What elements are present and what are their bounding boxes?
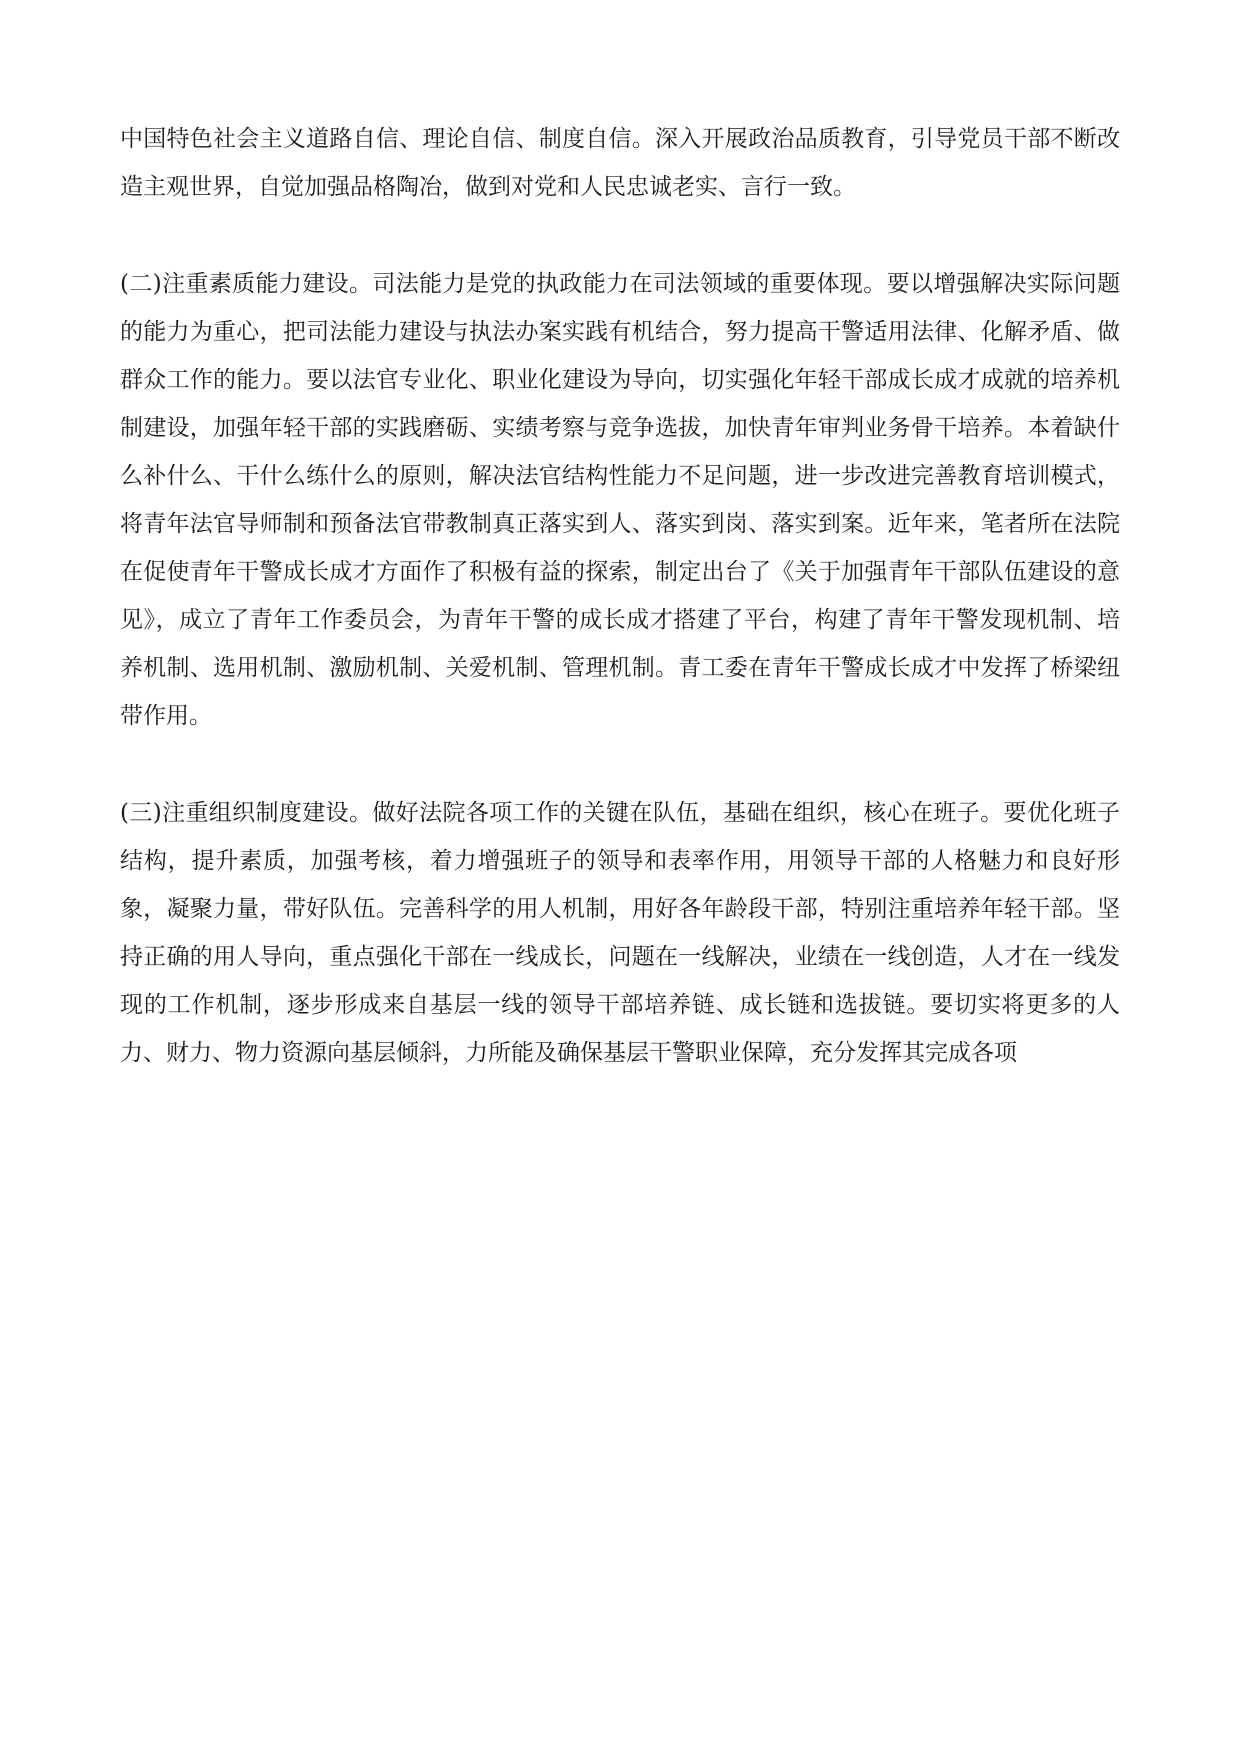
paragraph-capability-building: (二)注重素质能力建设。司法能力是党的执政能力在司法领域的重要体现。要以增强解决实际问题的能力为重心，把司法能力建设与执法办案实践有机结合，努力提高干警适用法律、化解矛盾、做群众工作的能力。要以法官专业化、职业化建设为导向，切实强化年轻干部成长成才成就的培养机制建设，加强年轻干部的实践磨砺、实绩考察与竞争选拔，加快青年审判业务骨干培养。本着缺什么补什么、干什么练什么的原则，解决法官结构性能力不足问题，进一步改进完善教育培训模式，将青年法官导师制和预备法官带教制真正落实到人、落实到岗、落实到案。近年来，笔者所在法院在促使青年干警成长成才方面作了积极有益的探索，制定出台了《关于加强青年干部队伍建设的意见》，成立了青年工作委员会，为青年干警的成长成才搭建了平台，构建了青年干警发现机制、培养机制、选用机制、激励机制、关爱机制、管理机制。青工委在青年干警成长成才中发挥了桥梁纽带作用。 [120,271,1120,729]
document-body [120,115,1120,1077]
paragraph-ideals: 中国特色社会主义道路自信、理论自信、制度自信。深入开展政治品质教育，引导党员干部不断改造主观世界，自觉加强品格陶冶，做到对党和人民忠诚老实、言行一致。 [120,126,1120,200]
paragraph-organization-building: (三)注重组织制度建设。做好法院各项工作的关键在队伍，基础在组织，核心在班子。要优化班子结构，提升素质，加强考核，着力增强班子的领导和表率作用，用领导干部的人格魅力和良好形象，凝聚力量，带好队伍。完善科学的用人机制，用好各年龄段干部，特别注重培养年轻干部。坚持正确的用人导向，重点强化干部在一线成长，问题在一线解决，业绩在一线创造，人才在一线发现的工作机制，逐步形成来自基层一线的领导干部培养链、成长链和选拔链。要切实将更多的人力、财力、物力资源向基层倾斜，力所能及确保基层干警职业保障，充分发挥其完成各项 [120,800,1120,1066]
